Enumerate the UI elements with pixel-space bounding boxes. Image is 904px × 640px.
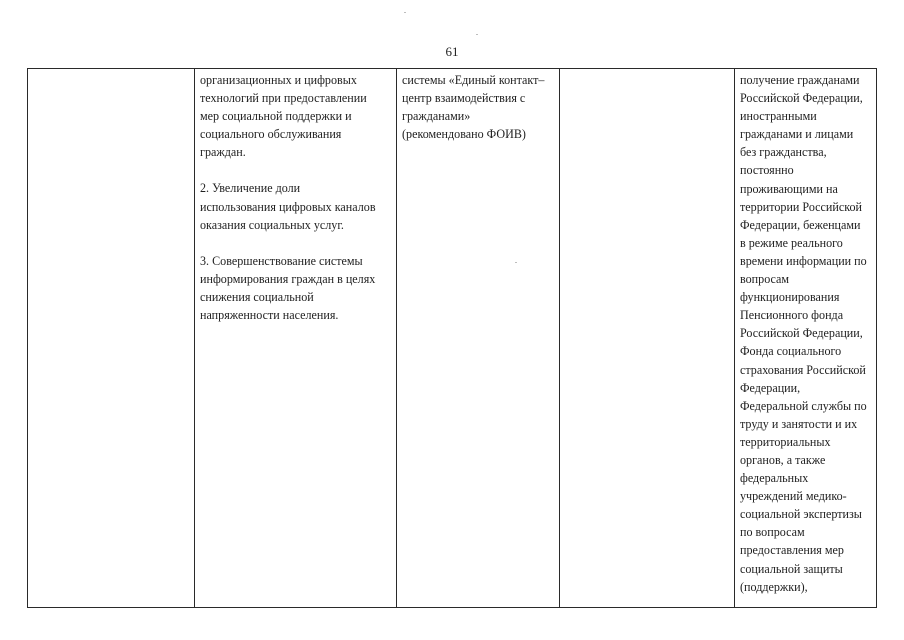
- goal-paragraph-1: организационных и цифровых технологий при предоставлении мер социальной поддержки и социального обслуживания граждан.: [200, 73, 367, 160]
- table-cell-empty-1: [28, 69, 195, 608]
- scan-speck: [404, 12, 406, 13]
- table-row: [28, 69, 877, 608]
- result-text: получение гражданами Российской Федерации, иностранными гражданами и лицами без гражданства, постоянно проживающими на территории Российской Федерации, беженцами в режиме реального времени информации по вопросам функционирования Пенсионного фонда Российской Федерации, Фонда социального страхования Российской Федерации, Федеральной службы по труду и занятости и их территориальных органов, а также федеральных учреждений медико- социальной экспертизы по вопросам предоставления мер социальной защиты (поддержки),: [740, 73, 867, 594]
- scan-speck: [476, 34, 478, 35]
- table-cell-goals: [195, 69, 397, 608]
- scan-speck: [515, 262, 517, 263]
- page-number: 61: [445, 44, 459, 59]
- goal-paragraph-3: 3. Совершенствование системы информирования граждан в целях снижения социальной напряженности населения.: [200, 253, 376, 323]
- table-cell-empty-2: [560, 69, 735, 608]
- goal-paragraph-2: 2. Увеличение доли использования цифровых каналов оказания социальных услуг.: [200, 181, 376, 232]
- document-table: [27, 68, 877, 608]
- table-cell-system: [397, 69, 560, 608]
- table-cell-result: [735, 69, 877, 608]
- system-text: системы «Единый контакт– центр взаимодействия с гражданами» (рекомендовано ФОИВ): [402, 73, 545, 142]
